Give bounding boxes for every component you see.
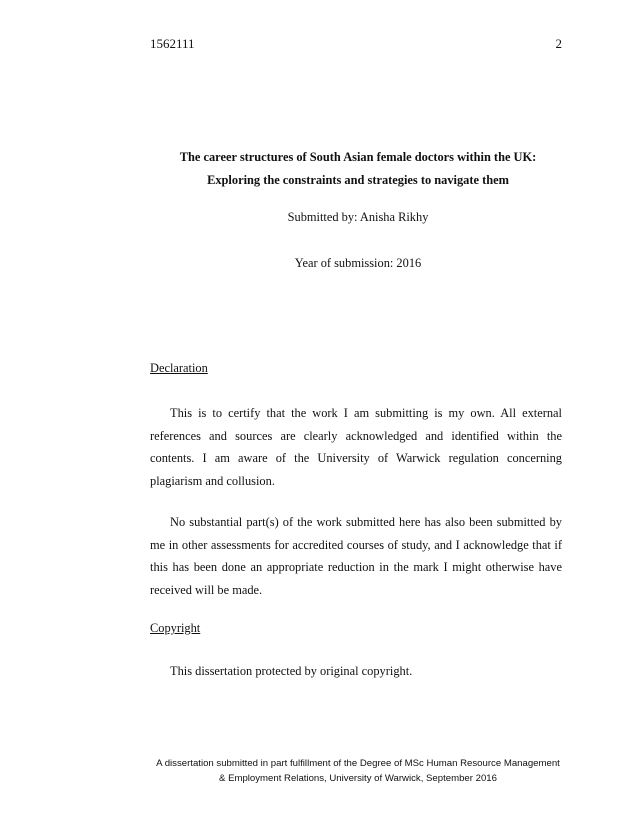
submitted-by: Submitted by: Anisha Rikhy	[287, 210, 429, 224]
copyright-heading: Copyright	[150, 621, 201, 635]
year-of-submission: Year of submission: 2016	[294, 256, 422, 270]
title-line-1: The career structures of South Asian female doctors within the UK:	[179, 150, 537, 164]
footer-line-1: A dissertation submitted in part fulfillment of the Degree of MSc Human Resource Management	[156, 758, 560, 769]
page-number: 2	[555, 36, 562, 51]
title-line-2: Exploring the constraints and strategies to navigate them	[207, 173, 509, 187]
declaration-heading: Declaration	[150, 361, 208, 375]
student-id: 1562111	[150, 36, 195, 51]
copyright-text: This dissertation protected by original copyright.	[170, 664, 413, 678]
footer-line-2: & Employment Relations, University of Warwick, September 2016	[219, 773, 497, 784]
footer-note	[140, 756, 576, 786]
declaration-paragraph-1: This is to certify that the work I am submitting is my own. All external references and sources are clearly acknowledged and identified within the contents. I am aware of the University of Warwick regulation concerning plagiarism and collusion.	[150, 406, 562, 488]
dissertation-title	[140, 146, 576, 192]
declaration-paragraph-2: No substantial part(s) of the work submitted here has also been submitted by me in other assessments for accredited courses of study, and I acknowledge that if this has been done an appropriate reduction in the mark I might otherwise have received will be made.	[150, 515, 562, 597]
